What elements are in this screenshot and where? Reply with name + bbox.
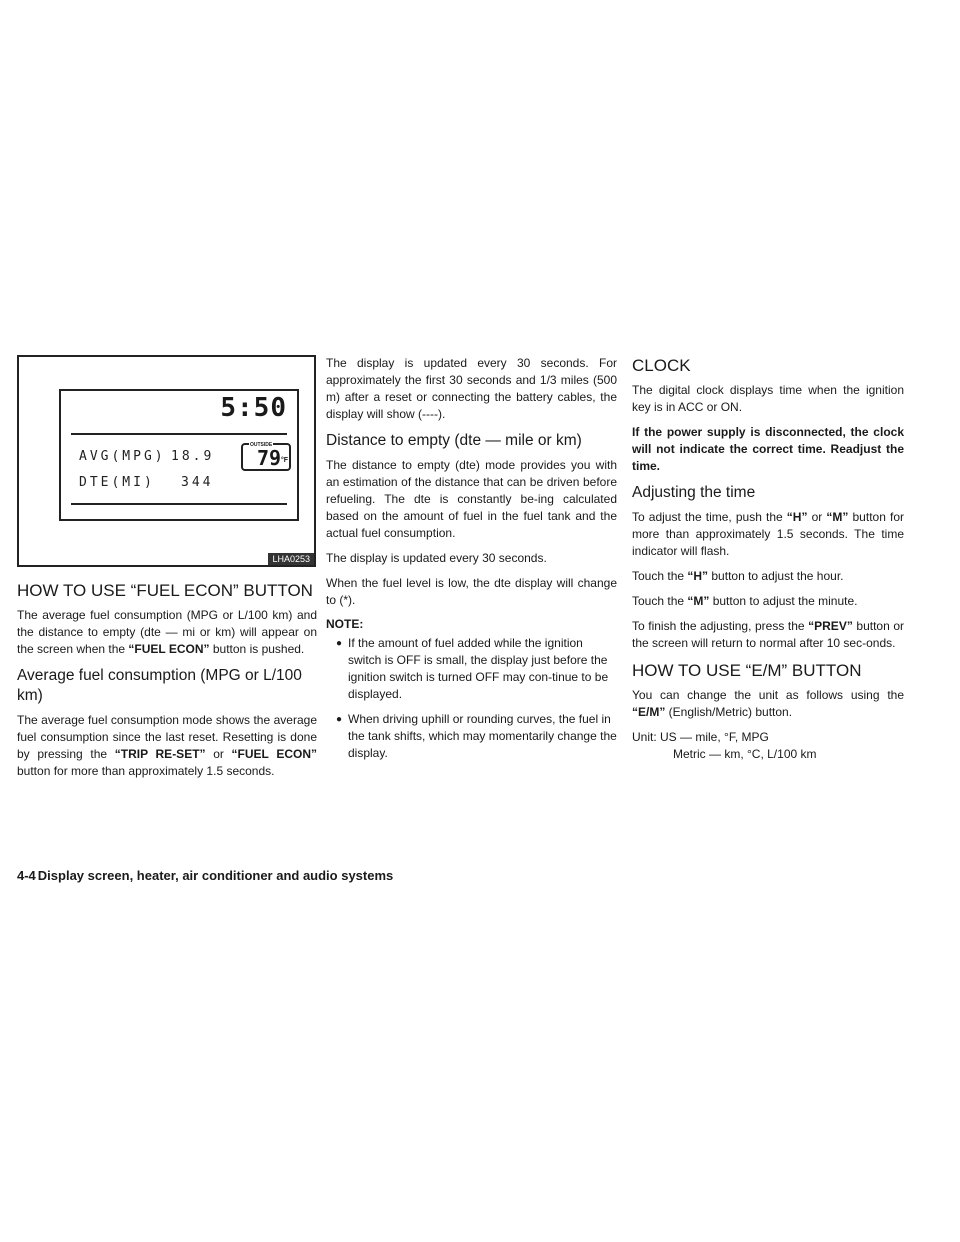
note-bullet: ● When driving uphill or rounding curves, the fuel in the tank shifts, which may momentarily change the display. xyxy=(336,712,617,760)
bullet-icon: ● xyxy=(336,638,343,649)
unit-us: Unit: US — mile, °F, MPG xyxy=(632,730,769,744)
outside-temp-value: 79 xyxy=(257,446,282,470)
para-dte: The distance to empty (dte) mode provides you with an estimation of the distance that can be driven before refueling. The dte is constantly be-ing calculated based on the amount of fuel in the fuel tank and the actual fuel consumption. xyxy=(326,458,617,540)
para-avg-fuel: The average fuel consumption mode shows the average fuel consumption since the last reset. Resetting is done by pressing the “TRIP RE-SET” or “FUEL ECON” button for more than approximately 1.5 seconds. xyxy=(17,713,317,778)
heading-dte: Distance to empty (dte — mile or km) xyxy=(326,432,582,449)
column-1 xyxy=(17,355,317,788)
heading-adjust-time: Adjusting the time xyxy=(632,484,756,501)
column-3 xyxy=(632,355,904,771)
note-label: NOTE: xyxy=(326,617,364,631)
avg-value: 18.9 xyxy=(171,449,215,464)
section-title: Display screen, heater, air conditioner and audio systems xyxy=(37,868,394,883)
heading-avg-fuel: Average fuel consumption (MPG or L/100 km) xyxy=(17,667,302,704)
page-number: 4-4 xyxy=(17,868,36,883)
page-footer xyxy=(17,868,393,883)
heading-em-button: HOW TO USE “E/M” BUTTON xyxy=(632,661,862,680)
dte-label: DTE(MI) xyxy=(79,475,155,490)
outside-temp-unit: °F xyxy=(281,457,289,464)
column-2 xyxy=(326,355,617,770)
dte-value: 344 xyxy=(181,475,214,490)
outside-temp-box xyxy=(241,443,291,471)
avg-label: AVG(MPG) xyxy=(79,449,166,464)
para-adjust-hour: Touch the “H” button to adjust the hour. xyxy=(632,569,844,583)
para-dte-low: When the fuel level is low, the dte display will change to (*). xyxy=(326,576,617,607)
para-finish-adjust: To finish the adjusting, press the “PREV” button or the screen will return to normal after 10 sec-onds. xyxy=(632,619,904,650)
para-fuel-econ: The average fuel consumption (MPG or L/100 km) and the distance to empty (dte — mi or km) will appear on the screen when the “FUEL ECON” button is pushed. xyxy=(17,608,317,656)
bullet-icon: ● xyxy=(336,714,343,725)
para-display-update: The display is updated every 30 seconds. For approximately the first 30 seconds and 1/3 miles (500 m) after a reset or connecting the battery cables, the display will show (----). xyxy=(326,356,617,421)
figure-code: LHA0253 xyxy=(268,553,314,565)
heading-clock: CLOCK xyxy=(632,356,691,375)
lcd-figure xyxy=(17,355,316,567)
outside-label: OUTSIDE xyxy=(250,442,273,448)
para-adjust: To adjust the time, push the “H” or “M” button for more than approximately 1.5 seconds. The time indicator will flash. xyxy=(632,510,904,558)
heading-fuel-econ: HOW TO USE “FUEL ECON” BUTTON xyxy=(17,581,313,600)
para-dte-update: The display is updated every 30 seconds. xyxy=(326,551,547,565)
unit-metric: Metric — km, °C, L/100 km xyxy=(673,747,817,761)
para-clock-warning: If the power supply is disconnected, the clock will not indicate the correct time. Readjust the time. xyxy=(632,425,904,473)
para-em: You can change the unit as follows using the “E/M” (English/Metric) button. xyxy=(632,688,904,719)
lcd-divider-top xyxy=(71,433,287,435)
para-adjust-minute: Touch the “M” button to adjust the minute. xyxy=(632,594,858,608)
note-bullet: ● If the amount of fuel added while the ignition switch is OFF is small, the display just before the ignition switch is turned OFF may con-tinue to be displayed. xyxy=(336,636,609,701)
lcd-divider-bottom xyxy=(71,503,287,505)
para-clock: The digital clock displays time when the ignition key is in ACC or ON. xyxy=(632,383,904,414)
lcd-display xyxy=(59,389,299,521)
clock-readout: 5:50 xyxy=(220,393,287,423)
